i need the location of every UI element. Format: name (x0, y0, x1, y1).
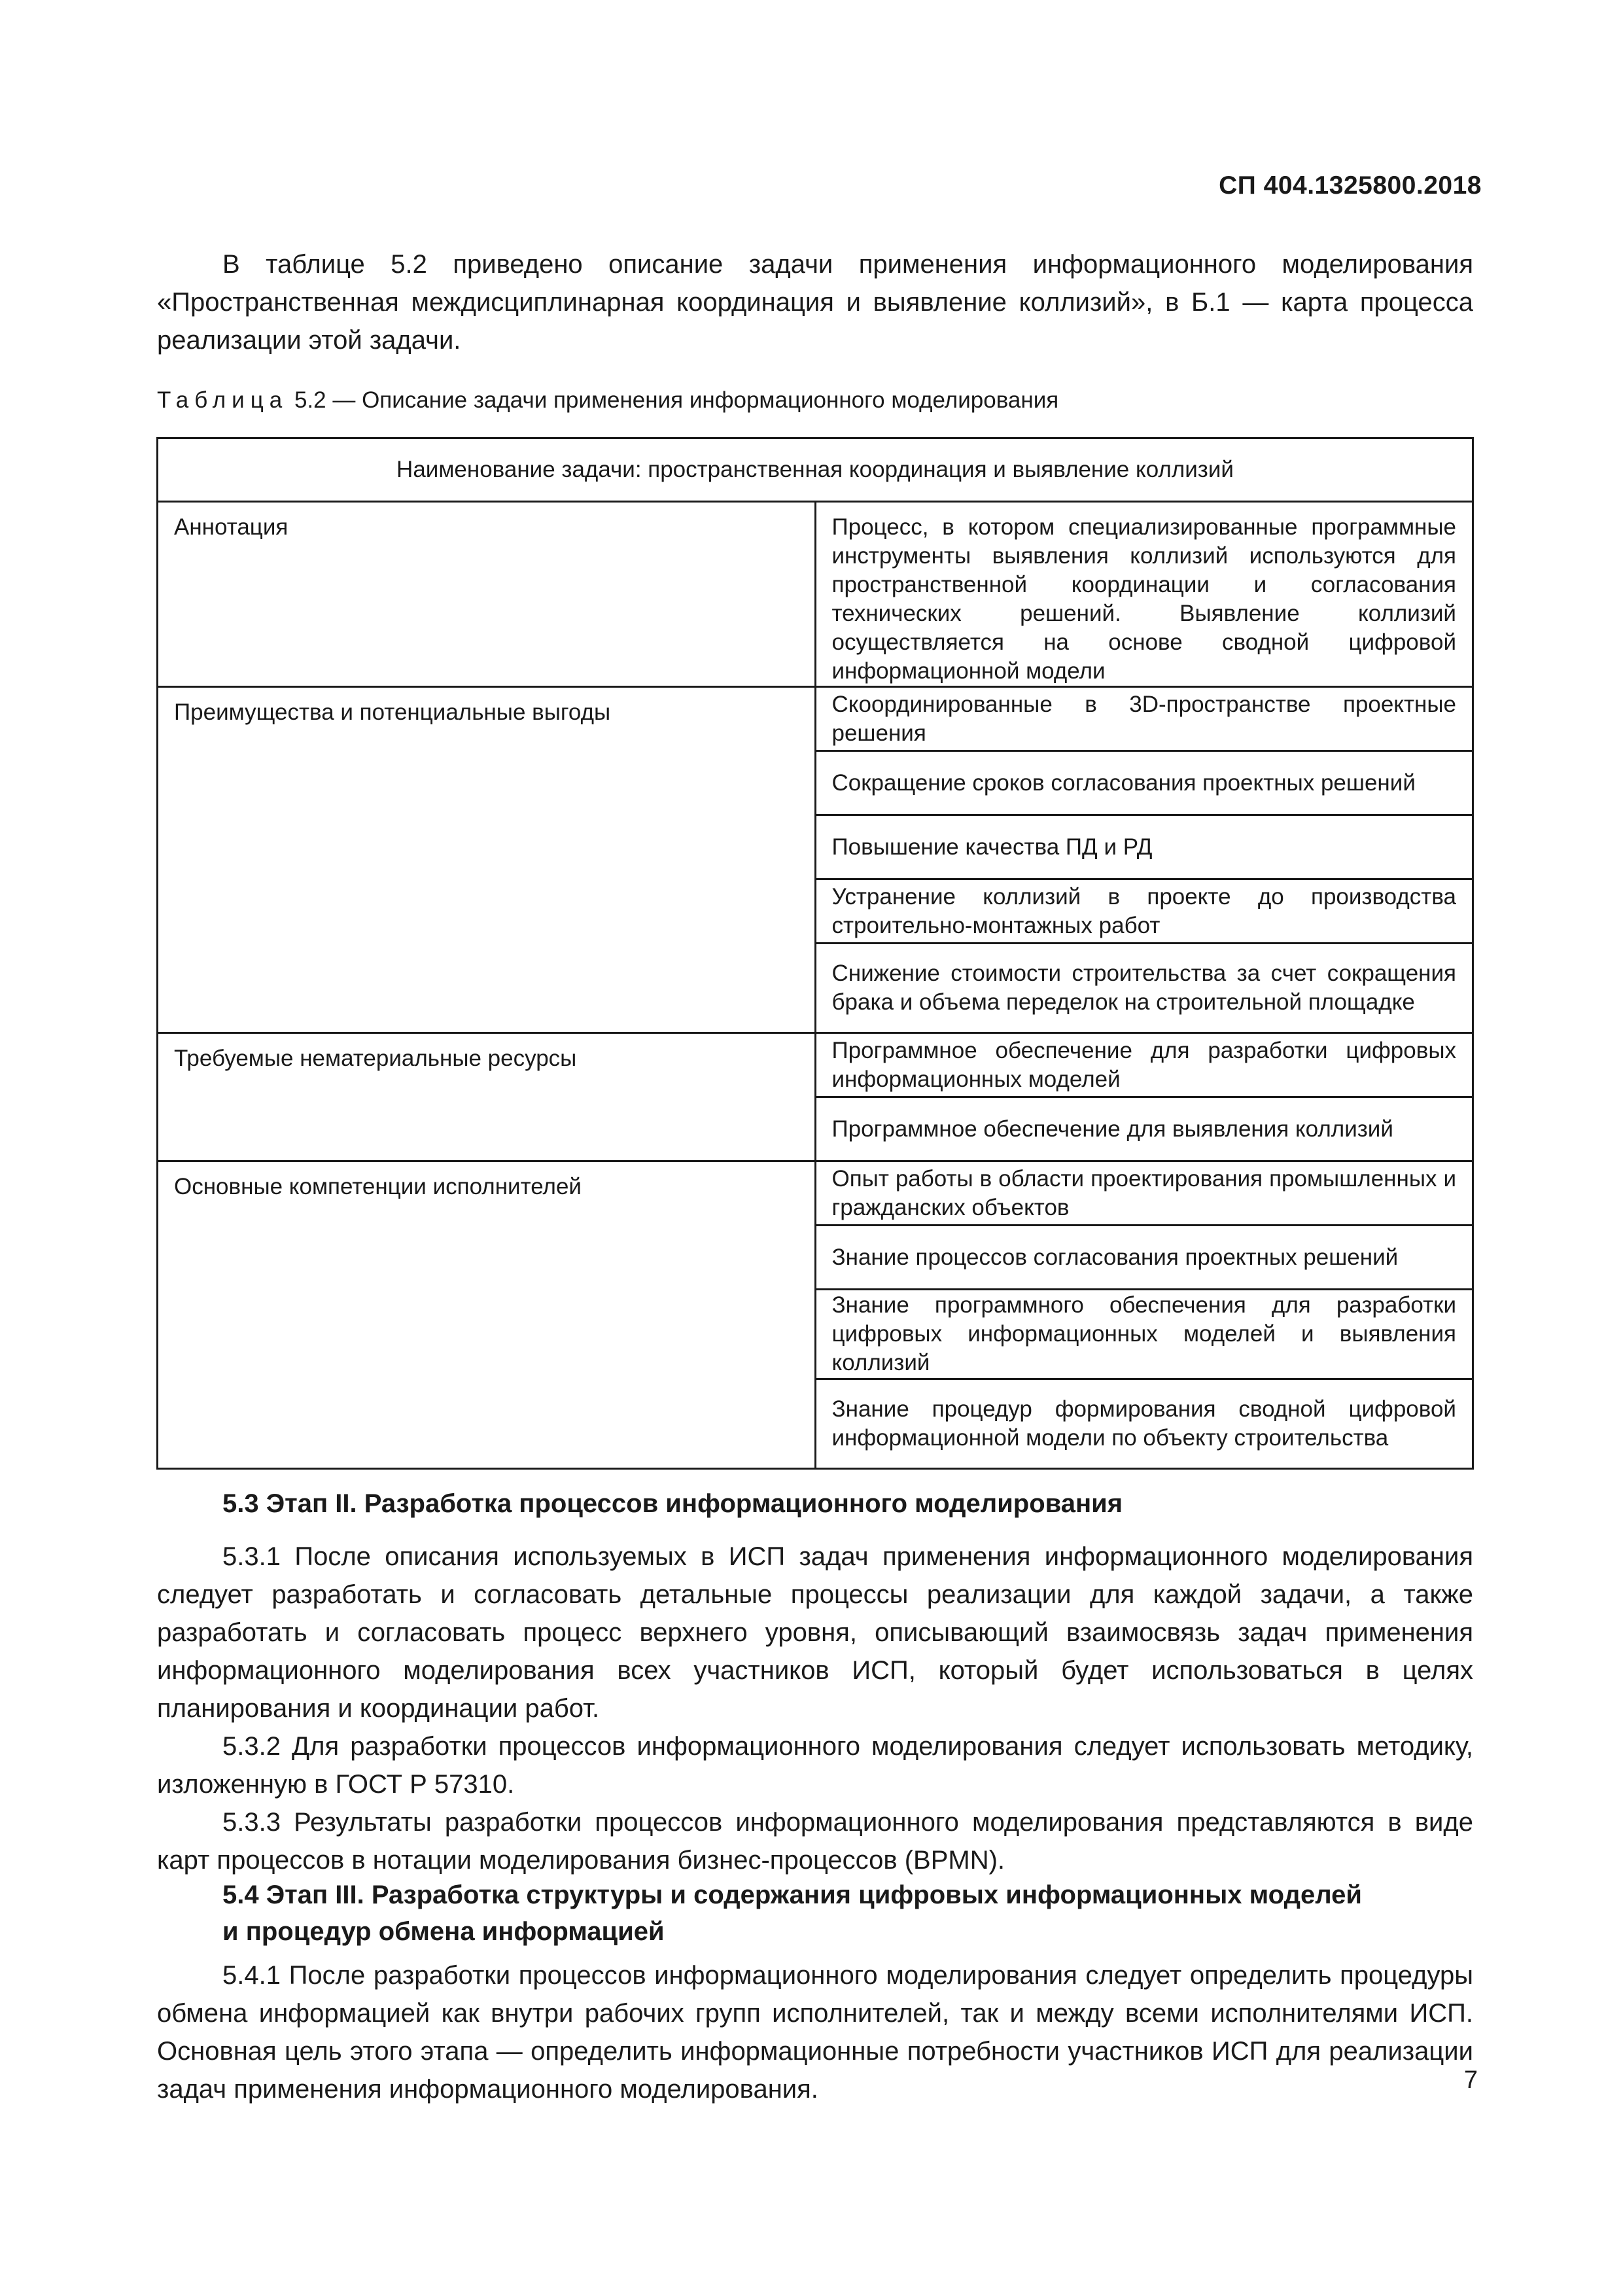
paragraph-5-4-1-text: 5.4.1 После разработки процессов информационного моделирования следует определить процедуры обмена информацией как внутри рабочих групп исполнителей, так и между всеми исполнителями ИСП. Основная цель этого этапа — определить информационные потребности участников ИСП для реализации задач применения информационного моделирования. (157, 1961, 1473, 2104)
paragraph-5-4-1 (157, 1956, 1473, 2108)
competence-item: Знание процедур формирования сводной цифровой информационной модели по объекту строительства (815, 1379, 1473, 1469)
intro-paragraph (157, 245, 1473, 359)
intro-text: В таблице 5.2 приведено описание задачи применения информационного моделирования «Пространственная междисциплинарная координация и выявление коллизий», в Б.1 — карта процесса реализации этой задачи. (157, 250, 1473, 355)
paragraph-5-3-1-text: 5.3.1 После описания используемых в ИСП задач применения информационного моделирования следует разработать и согласовать детальные процессы реализации для каждой задачи, а также разработать и согласовать процесс верхнего уровня, описывающий взаимосвязь задач применения информационного моделирования всех участников ИСП, который будет использоваться в целях планирования и координации работ. (157, 1542, 1473, 1723)
table-caption-prefix: Таблица (157, 387, 288, 413)
competence-item: Знание процессов согласования проектных решений (815, 1226, 1473, 1290)
row-label-competences: Основные компетенции исполнителей (158, 1161, 816, 1469)
competence-item: Знание программного обеспечения для разработки цифровых информационных моделей и выявления коллизий (815, 1290, 1473, 1379)
paragraph-5-3-1 (157, 1538, 1473, 1727)
table-header: Наименование задачи: пространственная координация и выявление коллизий (158, 438, 1473, 502)
annotation-text: Процесс, в котором специализированные программные инструменты выявления коллизий используются для пространственной координации и согласования технических решений. Выявление коллизий осуществляется на основе сводной цифровой информационной модели (815, 502, 1473, 687)
table-row (158, 1033, 1473, 1097)
benefit-item: Повышение качества ПД и РД (815, 815, 1473, 879)
task-description-table (156, 437, 1474, 1470)
table-row (158, 687, 1473, 751)
row-label-annotation: Аннотация (158, 502, 816, 687)
row-label-benefits: Преимущества и потенциальные выгоды (158, 687, 816, 1033)
paragraph-5-3-2 (157, 1727, 1473, 1803)
paragraph-5-3-3 (157, 1803, 1473, 1879)
competence-item: Опыт работы в области проектирования промышленных и гражданских объектов (815, 1161, 1473, 1226)
section-5-4-title-line1: 5.4 Этап III. Разработка структуры и содержания цифровых информационных моделей (222, 1881, 1362, 1909)
paragraph-5-3-2-text: 5.3.2 Для разработки процессов информационного моделирования следует использовать методику, изложенную в ГОСТ Р 57310. (157, 1732, 1473, 1799)
benefit-item: Сокращение сроков согласования проектных решений (815, 751, 1473, 815)
table-caption-text: 5.2 — Описание задачи применения информационного моделирования (294, 387, 1059, 413)
section-5-3-title: 5.3 Этап II. Разработка процессов информационного моделирования (222, 1489, 1123, 1518)
page-number: 7 (1463, 2066, 1478, 2094)
table-caption (157, 386, 1058, 415)
resource-item: Программное обеспечение для выявления коллизий (815, 1097, 1473, 1161)
row-label-resources: Требуемые нематериальные ресурсы (158, 1033, 816, 1161)
paragraph-5-3-3-text: 5.3.3 Результаты разработки процессов информационного моделирования представляются в виде карт процессов в нотации моделирования бизнес-процессов (BPMN). (157, 1808, 1473, 1875)
resource-item: Программное обеспечение для разработки цифровых информационных моделей (815, 1033, 1473, 1097)
benefit-item: Снижение стоимости строительства за счет сокращения брака и объема переделок на строительной площадке (815, 944, 1473, 1033)
benefit-item: Устранение коллизий в проекте до производства строительно-монтажных работ (815, 879, 1473, 944)
section-5-4-title (222, 1877, 1472, 1950)
document-code: СП 404.1325800.2018 (1219, 171, 1482, 200)
section-5-4-title-line2: и процедур обмена информацией (222, 1917, 665, 1946)
table-row (158, 1161, 1473, 1226)
table-row (158, 502, 1473, 687)
benefit-item: Скоординированные в 3D-пространстве проектные решения (815, 687, 1473, 751)
